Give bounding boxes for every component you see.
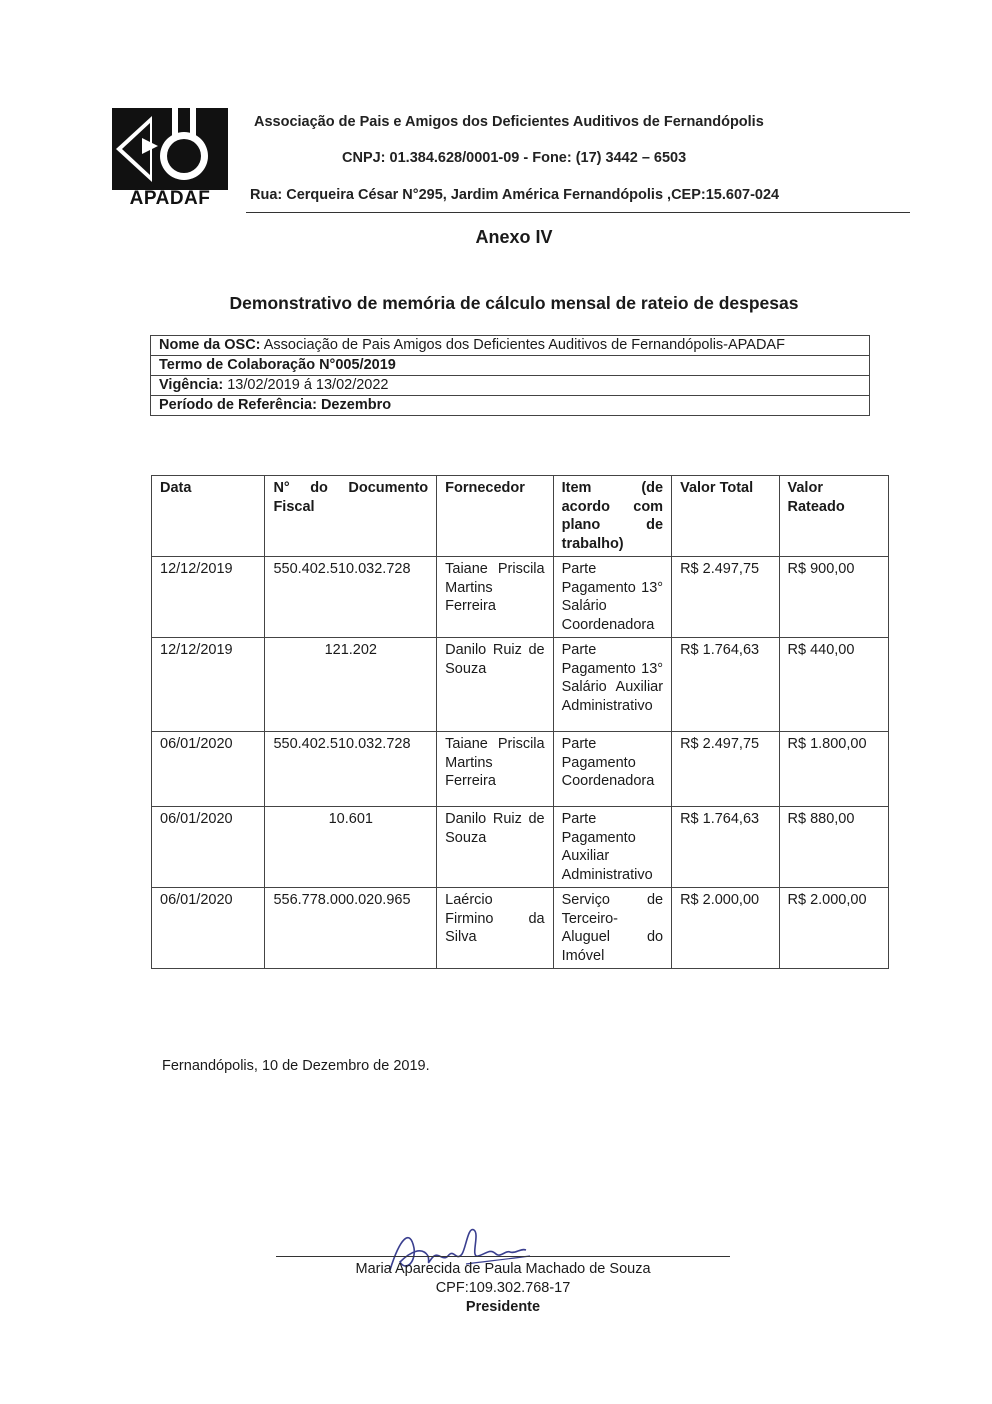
table-row bbox=[152, 807, 889, 888]
cell-data: 06/01/2020 bbox=[152, 732, 265, 807]
vigencia-label: Vigência: bbox=[159, 377, 224, 393]
osc-row bbox=[151, 336, 870, 356]
cell-valor-rateado: R$ 440,00 bbox=[779, 638, 889, 732]
signer-name: Maria Aparecida de Paula Machado de Souza bbox=[355, 1261, 651, 1277]
cell-documento: 550.402.510.032.728 bbox=[265, 557, 437, 638]
header-item: Item (de acordo com plano de trabalho) bbox=[553, 476, 671, 557]
table-row bbox=[152, 732, 889, 807]
cell-documento: 10.601 bbox=[265, 807, 437, 888]
cell-valor-total: R$ 2.497,75 bbox=[672, 557, 779, 638]
cell-item: Serviço de Terceiro-Aluguel do Imóvel bbox=[553, 888, 671, 969]
cell-item: Parte Pagamento 13° Salário Coordenadora bbox=[553, 557, 671, 638]
table-row bbox=[152, 557, 889, 638]
cell-valor-rateado: R$ 900,00 bbox=[779, 557, 889, 638]
cell-documento: 556.778.000.020.965 bbox=[265, 888, 437, 969]
table-row bbox=[152, 888, 889, 969]
termo-row bbox=[151, 356, 870, 376]
expenses-table bbox=[151, 475, 889, 969]
cell-data: 06/01/2020 bbox=[152, 888, 265, 969]
cell-data: 06/01/2020 bbox=[152, 807, 265, 888]
cell-item: Parte Pagamento 13° Salário Auxiliar Administrativo bbox=[553, 638, 671, 732]
cell-fornecedor: Danilo Ruiz de Souza bbox=[437, 638, 553, 732]
logo-emblem-icon bbox=[112, 108, 228, 190]
cell-item: Parte Pagamento Auxiliar Administrativo bbox=[553, 807, 671, 888]
osc-value: Associação de Pais Amigos dos Deficientes Auditivos de Fernandópolis-APADAF bbox=[263, 337, 785, 353]
cell-data: 12/12/2019 bbox=[152, 638, 265, 732]
table-row bbox=[152, 638, 889, 732]
cell-documento: 121.202 bbox=[265, 638, 437, 732]
header-data: Data bbox=[152, 476, 265, 557]
place-date: Fernandópolis, 10 de Dezembro de 2019. bbox=[162, 1058, 430, 1074]
vigencia-value: 13/02/2019 á 13/02/2022 bbox=[227, 377, 389, 393]
cell-valor-rateado: R$ 2.000,00 bbox=[779, 888, 889, 969]
logo-text: APADAF bbox=[129, 188, 211, 209]
table-header-row bbox=[152, 476, 889, 557]
cell-valor-rateado: R$ 1.800,00 bbox=[779, 732, 889, 807]
annex-title: Anexo IV bbox=[475, 227, 553, 247]
header-documento: N° do Documento Fiscal bbox=[265, 476, 437, 557]
apadaf-logo bbox=[112, 108, 228, 208]
cell-item: Parte Pagamento Coordenadora bbox=[553, 732, 671, 807]
header-divider bbox=[246, 212, 910, 213]
cnpj-phone: CNPJ: 01.384.628/0001-09 - Fone: (17) 3442 – 6503 bbox=[342, 150, 687, 166]
periodo-row bbox=[151, 396, 870, 416]
signature-line bbox=[276, 1256, 730, 1257]
cell-valor-total: R$ 1.764,63 bbox=[672, 638, 779, 732]
vigencia-row bbox=[151, 376, 870, 396]
cell-documento: 550.402.510.032.728 bbox=[265, 732, 437, 807]
document-title: Demonstrativo de memória de cálculo mensal de rateio de despesas bbox=[229, 293, 799, 313]
cell-valor-rateado: R$ 880,00 bbox=[779, 807, 889, 888]
cell-data: 12/12/2019 bbox=[152, 557, 265, 638]
cell-valor-total: R$ 1.764,63 bbox=[672, 807, 779, 888]
header-fornecedor: Fornecedor bbox=[437, 476, 553, 557]
osc-label: Nome da OSC: bbox=[159, 337, 261, 353]
osc-info-box bbox=[150, 335, 870, 416]
cell-fornecedor: Taiane Priscila Martins Ferreira bbox=[437, 557, 553, 638]
org-name: Associação de Pais e Amigos dos Deficientes Auditivos de Fernandópolis bbox=[254, 114, 764, 130]
termo-label: Termo de Colaboração N°005/2019 bbox=[159, 357, 396, 373]
signer-role: Presidente bbox=[465, 1299, 541, 1315]
cell-fornecedor: Laércio Firmino da Silva bbox=[437, 888, 553, 969]
cell-valor-total: R$ 2.000,00 bbox=[672, 888, 779, 969]
header-valor-rateado: Valor Rateado bbox=[779, 476, 889, 557]
periodo-label: Período de Referência: Dezembro bbox=[159, 397, 392, 413]
header-valor-total: Valor Total bbox=[672, 476, 779, 557]
org-address: Rua: Cerqueira César N°295, Jardim América Fernandópolis ,CEP:15.607-024 bbox=[250, 187, 780, 203]
cell-valor-total: R$ 2.497,75 bbox=[672, 732, 779, 807]
signer-cpf: CPF:109.302.768-17 bbox=[435, 1280, 571, 1296]
cell-fornecedor: Taiane Priscila Martins Ferreira bbox=[437, 732, 553, 807]
cell-fornecedor: Danilo Ruiz de Souza bbox=[437, 807, 553, 888]
